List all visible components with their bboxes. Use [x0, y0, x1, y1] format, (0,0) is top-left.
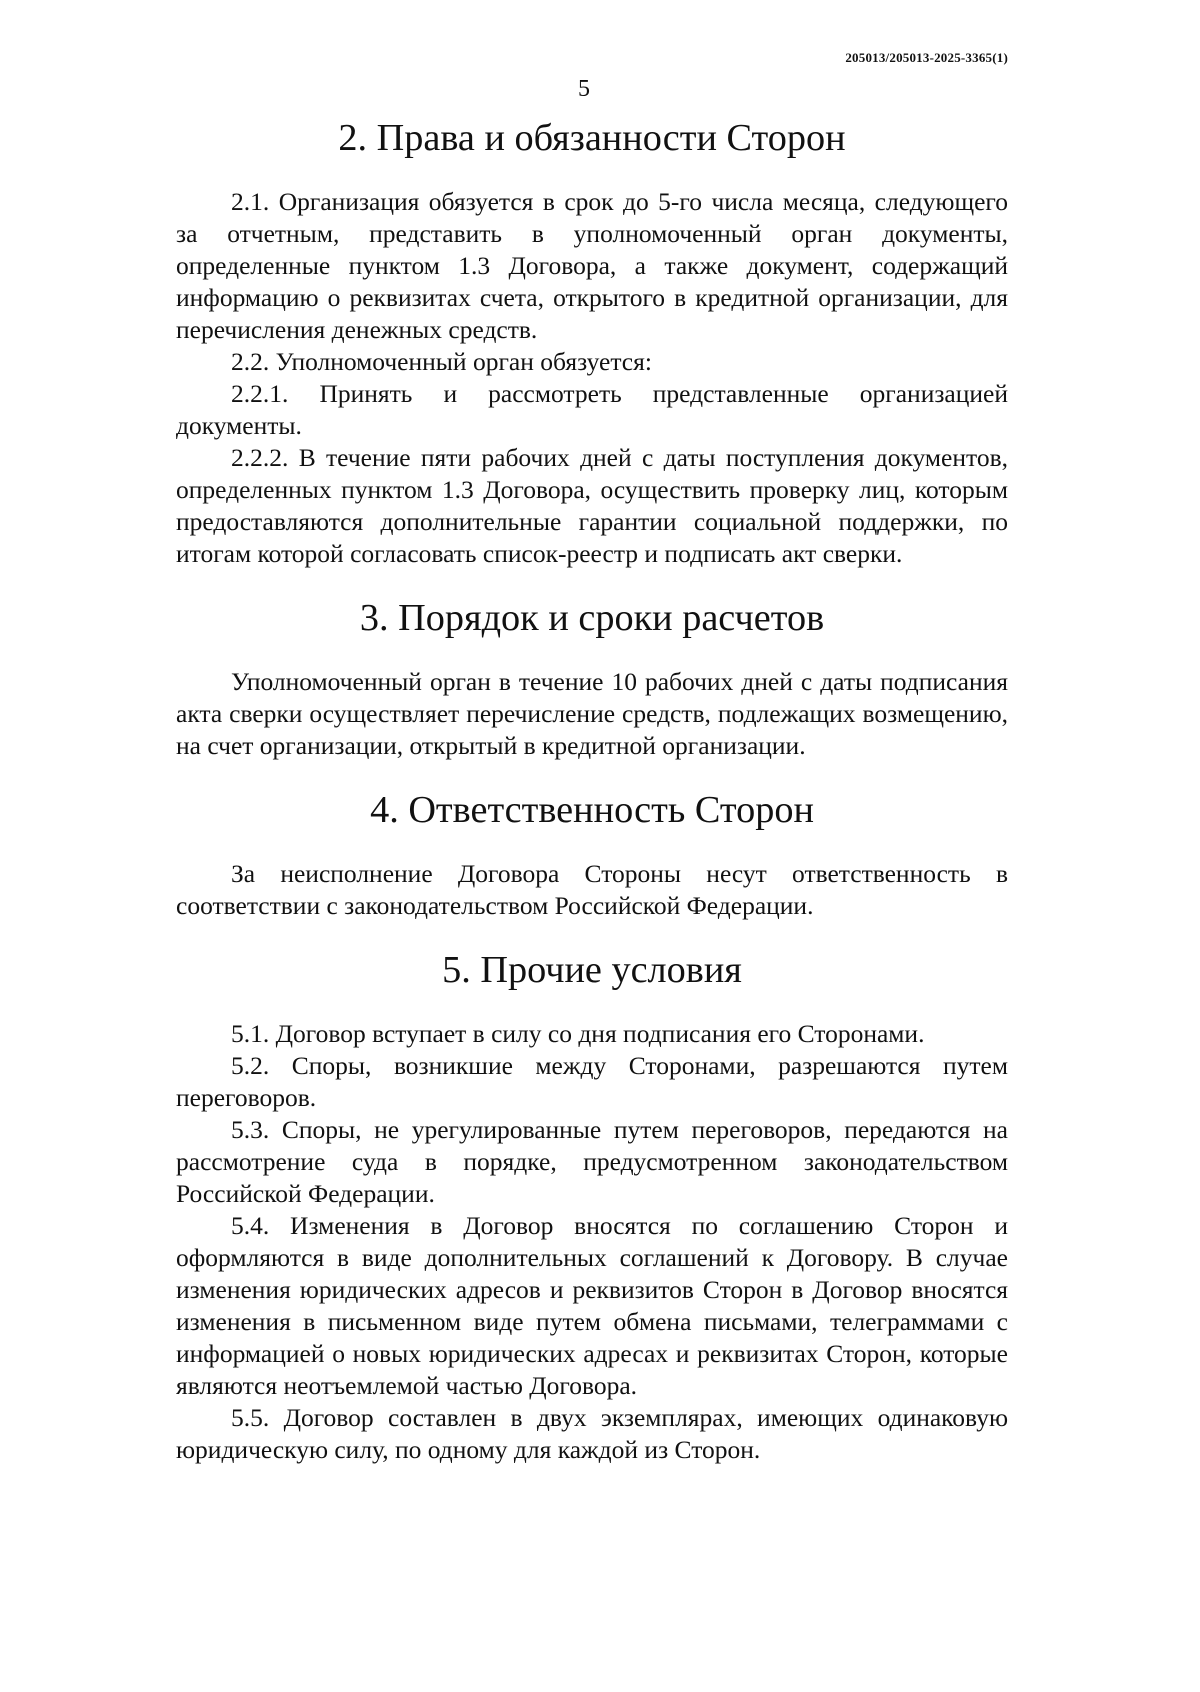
section-5-heading: 5. Прочие условия [442, 949, 742, 991]
clause-5-4: 5.4. Изменения в Договор вносятся по соглашению Сторон и оформляются в виде дополнительных соглашений к Договору. В случае изменения юридических адресов и реквизитов Сторон в Договор вносятся изменения в письменном виде путем обмена письмами, телеграммами с информацией о новых юридических адресах и реквизитах Сторон, которые являются неотъемлемой частью Договора. [176, 1211, 1008, 1400]
clause-2-2: 2.2. Уполномоченный орган обязуется: [231, 347, 652, 376]
clause-2-2-1: 2.2.1. Принять и рассмотреть представленные организацией документы. [176, 379, 1008, 440]
clause-5-5: 5.5. Договор составлен в двух экземплярах, имеющих одинаковую юридическую силу, по одному для каждой из Сторон. [176, 1403, 1008, 1464]
clause-2-1: 2.1. Организация обязуется в срок до 5-го числа месяца, следующего за отчетным, представить в уполномоченный орган документы, определенные пунктом 1.3 Договора, а также документ, содержащий информацию о реквизитах счета, открытого в кредитной организации, для перечисления денежных средств. [176, 187, 1008, 344]
clause-5-2: 5.2. Споры, возникшие между Сторонами, разрешаются путем переговоров. [176, 1051, 1008, 1112]
clause-2-2-2: 2.2.2. В течение пяти рабочих дней с даты поступления документов, определенных пунктом 1.3 Договора, осуществить проверку лиц, которым предоставляются дополнительные гарантии социальной поддержки, по итогам которой согласовать список-реестр и подписать акт сверки. [176, 443, 1008, 568]
section-2-heading: 2. Права и обязанности Сторон [338, 117, 846, 159]
clause-5-3: 5.3. Споры, не урегулированные путем переговоров, передаются на рассмотрение суда в порядке, предусмотренном законодательством Российской Федерации. [176, 1115, 1008, 1208]
section-3-heading: 3. Порядок и сроки расчетов [359, 597, 825, 639]
clause-5-1: 5.1. Договор вступает в силу со дня подписания его Сторонами. [231, 1019, 925, 1048]
document-body [176, 117, 1008, 1466]
section-4-heading: 4. Ответственность Сторон [370, 789, 814, 831]
section-4-paragraph: За неисполнение Договора Стороны несут ответственность в соответствии с законодательством Российской Федерации. [176, 859, 1008, 920]
section-3-paragraph: Уполномоченный орган в течение 10 рабочих дней с даты подписания акта сверки осуществляет перечисление средств, подлежащих возмещению, на счет организации, открытый в кредитной организации. [176, 667, 1008, 760]
document-id: 205013/205013-2025-3365(1) [845, 50, 1008, 65]
page-number: 5 [578, 76, 590, 102]
